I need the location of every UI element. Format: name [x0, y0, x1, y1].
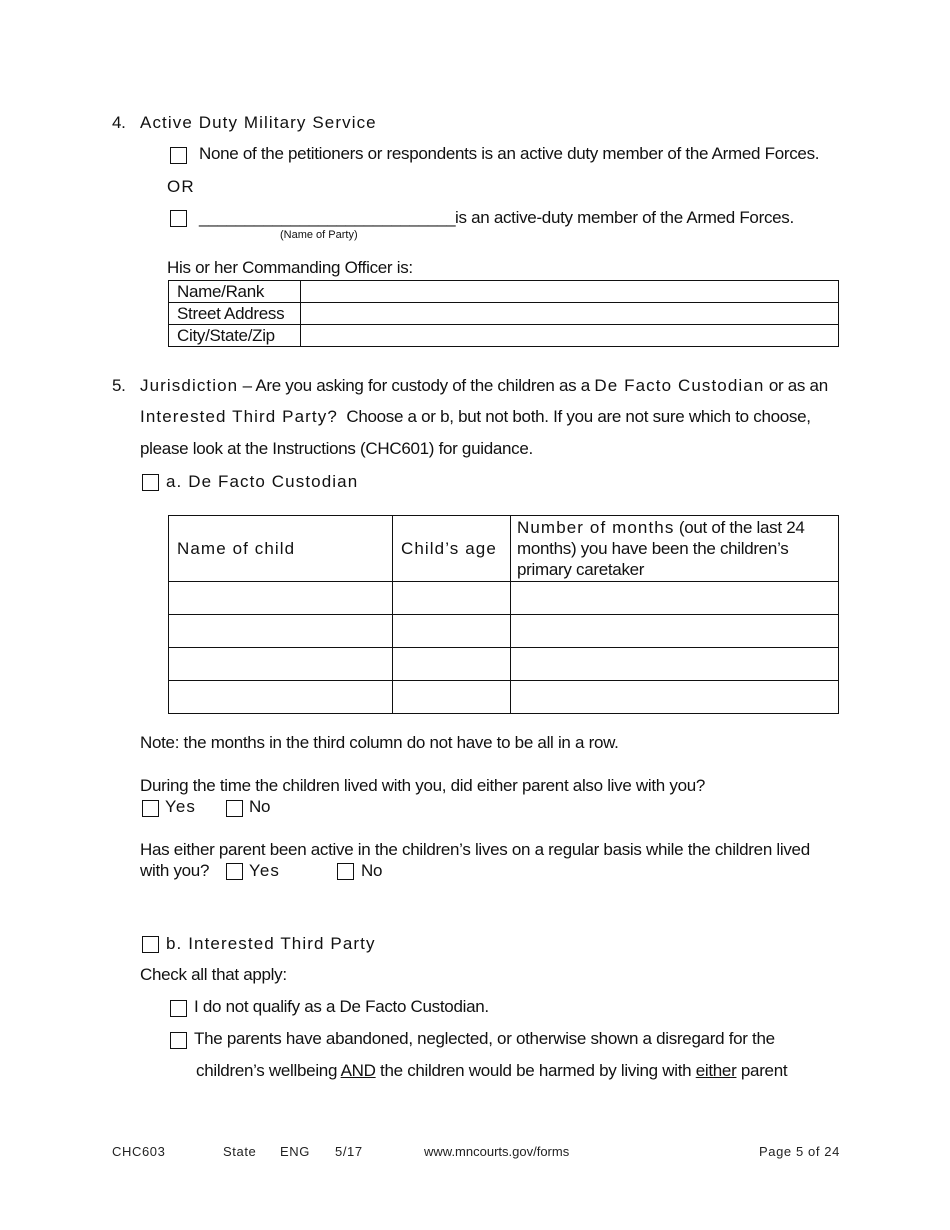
child-months-input[interactable]: [511, 582, 839, 615]
child-age-input[interactable]: [393, 648, 511, 681]
checkbox-lived-no[interactable]: [226, 800, 243, 817]
check-all-label: Check all that apply:: [140, 965, 287, 984]
section-5-title: Jurisdiction: [140, 376, 239, 395]
child-name-input[interactable]: [169, 615, 393, 648]
table-row: [169, 582, 839, 615]
checkbox-active-no[interactable]: [337, 863, 354, 880]
children-table-header: [169, 516, 839, 582]
months-note: Note: the months in the third column do not have to be all in a row.: [140, 733, 619, 752]
active-no-label: No: [361, 861, 383, 880]
header-age: Child’s age: [393, 516, 511, 582]
footer-url[interactable]: www.mncourts.gov/forms: [424, 1144, 570, 1159]
table-row: [169, 648, 839, 681]
checkbox-interested-third-party[interactable]: [142, 936, 159, 953]
question-custody: Are you asking for custody of the children as a: [255, 376, 590, 395]
active-duty-text: is an active-duty member of the Armed Forces.: [455, 208, 794, 227]
b-item-not-de-facto: I do not qualify as a De Facto Custodian.: [194, 997, 489, 1016]
lived-no-label: No: [249, 797, 271, 816]
officer-name-rank-input[interactable]: [301, 281, 839, 303]
or-label: OR: [167, 177, 195, 196]
instructions-text: please look at the Instructions (CHC601) for guidance.: [140, 439, 533, 458]
officer-city-input[interactable]: [301, 325, 839, 347]
children-table: [168, 515, 839, 714]
question-parent-lived: During the time the children lived with you, did either parent also live with you?: [140, 776, 706, 795]
b-item-disregard: The parents have abandoned, neglected, or otherwise shown a disregard for the: [194, 1029, 775, 1048]
b-item-disregard-line-2: [196, 1061, 787, 1081]
checkbox-active-duty-party[interactable]: [170, 210, 187, 227]
party-name-blank[interactable]: ____________________________: [199, 208, 456, 227]
question-parent-active-cont: with you?: [140, 861, 210, 880]
b-item-and: AND: [340, 1061, 376, 1080]
name-of-party-caption: (Name of Party): [280, 229, 358, 241]
child-age-input[interactable]: [393, 681, 511, 714]
header-months-line3: primary caretaker: [517, 560, 645, 579]
lived-yes-label: Yes: [165, 797, 197, 816]
child-months-input[interactable]: [511, 615, 839, 648]
footer-form-id: CHC603: [112, 1144, 166, 1159]
section-5-number: 5.: [112, 376, 126, 395]
commanding-officer-table: [168, 280, 839, 347]
child-months-input[interactable]: [511, 681, 839, 714]
officer-row: [169, 281, 839, 303]
footer-state: State: [223, 1144, 257, 1159]
dash: –: [242, 376, 252, 395]
question-parent-active: Has either parent been active in the children’s lives on a regular basis while the children lived: [140, 840, 810, 859]
officer-field-label: City/State/Zip: [169, 325, 301, 347]
child-name-input[interactable]: [169, 582, 393, 615]
header-months-spaced: Number of months: [517, 518, 675, 537]
choose-text: Choose a or b, but not both. If you are not sure which to choose,: [346, 407, 811, 426]
b-item-harmed: the children would be harmed by living with: [380, 1061, 692, 1080]
table-row: [169, 681, 839, 714]
officer-row: [169, 303, 839, 325]
term-de-facto: De Facto Custodian: [594, 376, 765, 395]
child-age-input[interactable]: [393, 615, 511, 648]
section-4-number: 4.: [112, 113, 126, 132]
officer-street-input[interactable]: [301, 303, 839, 325]
footer-lang: ENG: [280, 1144, 310, 1159]
section-4-title: Active Duty Military Service: [140, 113, 377, 132]
b-item-wellbeing: children’s wellbeing: [196, 1061, 338, 1080]
officer-row: [169, 325, 839, 347]
officer-field-label: Name/Rank: [169, 281, 301, 303]
section-5-line-2: [140, 407, 811, 427]
table-row: [169, 615, 839, 648]
checkbox-not-de-facto[interactable]: [170, 1000, 187, 1017]
header-months-rest: (out of the last 24: [674, 518, 805, 537]
term-interested: Interested Third Party?: [140, 407, 338, 426]
b-item-either: either: [695, 1061, 737, 1080]
footer-page-number: Page 5 of 24: [759, 1144, 840, 1159]
option-no-active-duty: None of the petitioners or respondents is an active duty member of the Armed Forces.: [199, 144, 820, 163]
active-yes-label: Yes: [249, 861, 281, 880]
checkbox-no-active-duty[interactable]: [170, 147, 187, 164]
child-age-input[interactable]: [393, 582, 511, 615]
checkbox-de-facto[interactable]: [142, 474, 159, 491]
checkbox-active-yes[interactable]: [226, 863, 243, 880]
checkbox-parents-disregard[interactable]: [170, 1032, 187, 1049]
header-name: Name of child: [169, 516, 393, 582]
option-a-label: a. De Facto Custodian: [166, 472, 359, 491]
option-b-label: b. Interested Third Party: [166, 934, 376, 953]
officer-field-label: Street Address: [169, 303, 301, 325]
or-as-an: or as an: [768, 376, 828, 395]
child-months-input[interactable]: [511, 648, 839, 681]
section-5-line-1: [140, 376, 828, 396]
footer-version: 5/17: [335, 1144, 363, 1159]
child-name-input[interactable]: [169, 648, 393, 681]
header-months-line2: months) you have been the children’s: [517, 539, 789, 558]
b-item-parent: parent: [740, 1061, 788, 1080]
child-name-input[interactable]: [169, 681, 393, 714]
header-months: [511, 516, 839, 582]
checkbox-lived-yes[interactable]: [142, 800, 159, 817]
commanding-officer-label: His or her Commanding Officer is:: [167, 258, 413, 277]
